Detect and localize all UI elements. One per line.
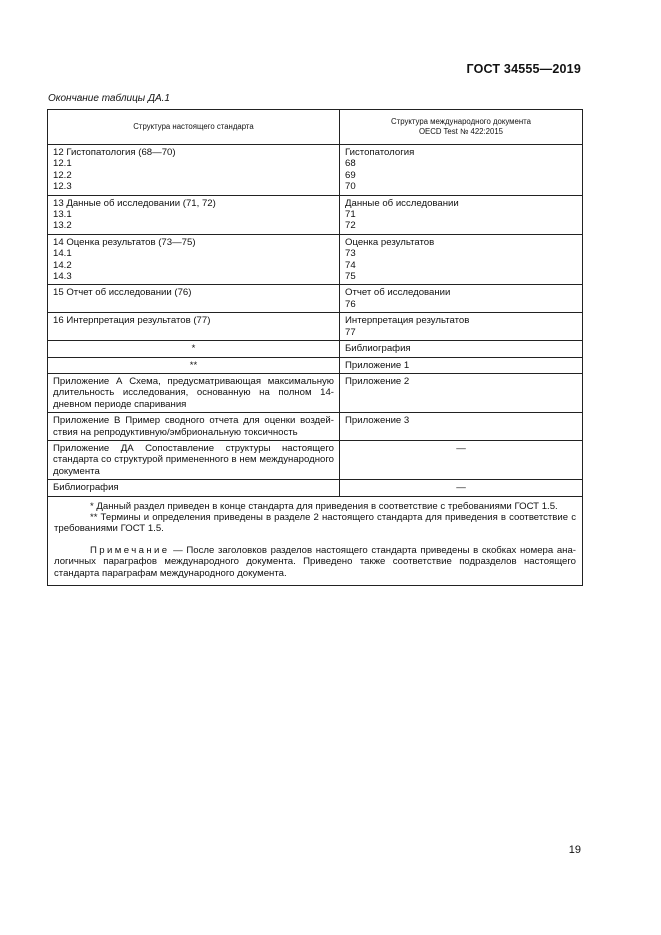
- row-text: 76: [345, 298, 356, 310]
- table-row: [48, 341, 583, 357]
- table-footnotes-cell: [48, 496, 583, 585]
- row-left-cell: [48, 234, 340, 285]
- row-left-cell: Приложение ДА Сопоставление структуры настоящего стандарта со структурой примененного в нем международного документа: [48, 440, 340, 479]
- row-left-cell: [48, 285, 340, 313]
- row-right-cell: [340, 413, 583, 441]
- footnote-2: ** Термины и определения приведены в разделе 2 настоящего стандарта для приведения в соответствие с требованиями ГОСТ 1.5.: [54, 511, 576, 535]
- row-right-cell: [340, 313, 583, 341]
- table-row: [48, 285, 583, 313]
- header-international-line2: OECD Test № 422:2015: [418, 127, 504, 136]
- footnote-marker: *: [191, 343, 196, 355]
- row-right-cell: [340, 357, 583, 373]
- table-footnotes-row: [48, 496, 583, 585]
- footnote-marker: **: [189, 359, 198, 371]
- row-left-cell: Приложение В Пример сводного отчета для оценки воздействия на репродуктивную/эмбриональную токсичность: [48, 413, 340, 441]
- row-text: 69: [345, 169, 356, 181]
- row-text: 71: [345, 209, 356, 221]
- row-text: 12.3: [53, 181, 72, 193]
- row-left-cell: [48, 195, 340, 234]
- row-right-cell: [340, 234, 583, 285]
- note-text: — После заголовков разделов настоящего стандарта приведены в скобках номера аналогичных параграфов международного документа. Приведено также соответствие подразделов настоящего стандарта параграфам международного документа.: [54, 544, 576, 579]
- row-text: —: [456, 442, 466, 454]
- row-text: 14.3: [53, 271, 72, 283]
- row-text: Библиография: [345, 343, 411, 355]
- row-text: —: [456, 482, 466, 494]
- row-text: 13.2: [53, 220, 72, 232]
- table-row: [48, 145, 583, 196]
- row-text: Оценка результатов: [345, 236, 435, 248]
- row-text: 70: [345, 181, 356, 193]
- table-row: [48, 413, 583, 441]
- row-text: Приложение 1: [345, 359, 410, 371]
- table-caption: Окончание таблицы ДА.1: [48, 93, 170, 104]
- table-row: [48, 234, 583, 285]
- table-header-row: [48, 110, 583, 145]
- row-text: 72: [345, 220, 356, 232]
- row-text: 12.2: [53, 169, 72, 181]
- row-text: 14.1: [53, 248, 72, 260]
- document-standard-header: ГОСТ 34555—2019: [466, 62, 581, 76]
- row-text: 75: [345, 271, 356, 283]
- row-text: Данные об исследовании: [345, 197, 459, 209]
- row-text: 13.1: [53, 209, 72, 221]
- row-right-cell: [340, 145, 583, 196]
- row-left-cell: [48, 145, 340, 196]
- row-left-cell: Приложение А Схема, предусматривающая максимальную длительность исследования, основанную на полном 14-дневном периоде спаривания: [48, 373, 340, 412]
- table-row: [48, 313, 583, 341]
- row-text: 12 Гистопатология (68—70): [53, 147, 176, 158]
- row-text: 14.2: [53, 259, 72, 271]
- row-text: 77: [345, 326, 356, 338]
- row-left-cell: [48, 313, 340, 341]
- row-left-cell: [48, 341, 340, 357]
- row-right-cell: [340, 285, 583, 313]
- footnote-1: * Данный раздел приведен в конце стандарта для приведения в соответствие с требованиями ГОСТ 1.5.: [90, 500, 558, 512]
- row-text: Гистопатология: [345, 147, 415, 158]
- row-left-cell: [48, 357, 340, 373]
- correspondence-table: [47, 109, 583, 586]
- table-row: [48, 373, 583, 412]
- row-right-cell: [340, 440, 583, 479]
- row-right-cell: [340, 195, 583, 234]
- header-international-document: [340, 110, 583, 145]
- table-row: [48, 195, 583, 234]
- header-this-standard: Структура настоящего стандарта: [48, 110, 340, 145]
- page-number: 19: [568, 844, 581, 856]
- table-row: [48, 480, 583, 496]
- row-text: 14 Оценка результатов (73—75): [53, 236, 196, 248]
- note-label: Примечание: [90, 544, 170, 556]
- row-text: 16 Интерпретация результатов (77): [53, 315, 211, 327]
- row-text: Интерпретация результатов: [345, 315, 470, 327]
- row-left-cell: [48, 480, 340, 496]
- row-text: Библиография: [53, 482, 119, 494]
- table-row: [48, 357, 583, 373]
- row-text: Приложение 3: [345, 415, 410, 427]
- row-text: 13 Данные об исследовании (71, 72): [53, 197, 216, 209]
- header-international-line1: Структура международного документа: [391, 117, 531, 126]
- row-text: Приложение 2: [345, 375, 410, 387]
- row-text: 68: [345, 158, 356, 170]
- row-text: 74: [345, 259, 356, 271]
- row-text: Отчет об исследовании: [345, 287, 451, 299]
- table-note: [54, 545, 576, 579]
- row-right-cell: [340, 341, 583, 357]
- table-row: [48, 440, 583, 479]
- row-right-cell: [340, 373, 583, 412]
- row-text: 73: [345, 248, 356, 260]
- row-text: 15 Отчет об исследовании (76): [53, 287, 192, 299]
- row-right-cell: [340, 480, 583, 496]
- row-text: 12.1: [53, 158, 72, 170]
